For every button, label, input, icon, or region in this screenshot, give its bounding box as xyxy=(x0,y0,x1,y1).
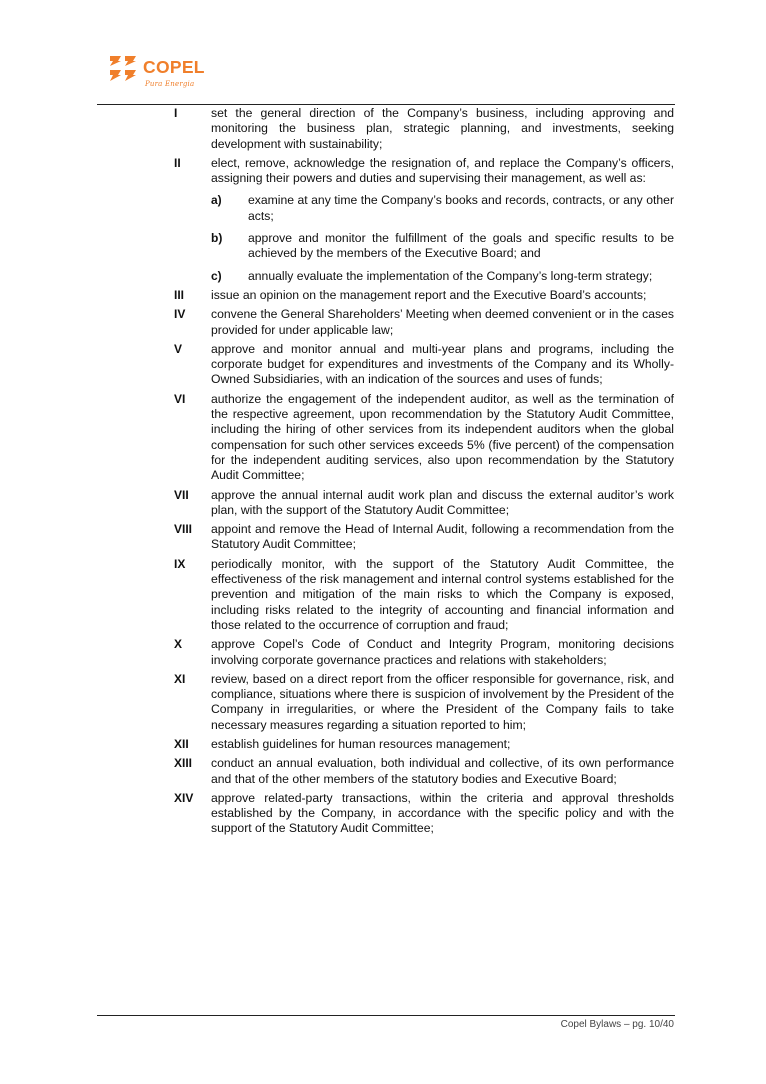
item-number: XI xyxy=(174,671,186,686)
list-item xyxy=(0,342,766,388)
logo-tagline: Pura Energia xyxy=(145,80,195,88)
item-text: periodically monitor, with the support of the Statutory Audit Committee, the effectiveness of the risk management and internal control systems established for the prevention and mitigation of the main risks to which the Company is exposed, including risks related to the integrity of accounting and financial information and those related to the occurrence of corruption and fraud; xyxy=(211,556,674,632)
header-divider xyxy=(97,104,675,105)
item-number: XIV xyxy=(174,790,194,805)
item-text: establish guidelines for human resources management; xyxy=(211,736,511,751)
item-text: approve Copel’s Code of Conduct and Integrity Program, monitoring decisions involving corporate governance practices and relations with stakeholders; xyxy=(211,637,674,667)
item-number: VII xyxy=(174,487,189,502)
item-text: convene the General Shareholders’ Meeting when deemed convenient or in the cases provided for under applicable law; xyxy=(211,307,674,337)
logo-wordmark: COPEL xyxy=(143,57,205,77)
item-number: IV xyxy=(174,307,186,322)
item-text: review, based on a direct report from the officer responsible for governance, risk, and compliance, situations where there is suspicion of involvement by the President of the Company in irregularities, or where the President of the Company fails to take necessary measures regarding a situation reported to him; xyxy=(211,671,674,732)
copel-logo xyxy=(108,54,218,94)
list-item xyxy=(0,557,766,633)
sub-item xyxy=(0,193,766,224)
list-item xyxy=(0,637,766,668)
item-text: conduct an annual evaluation, both individual and collective, of its own performance and that of the other members of the statutory bodies and Executive Board; xyxy=(211,756,674,786)
item-number: III xyxy=(174,287,185,302)
item-number: VI xyxy=(174,391,186,406)
item-number: V xyxy=(174,341,183,356)
item-text: approve related-party transactions, within the criteria and approval thresholds established by the Company, in accordance with the specific policy and with the support of the Statutory Audit Committee; xyxy=(211,790,674,836)
list-item xyxy=(0,288,766,303)
item-text: approve the annual internal audit work plan and discuss the external auditor’s work plan, with the support of the Statutory Audit Committee; xyxy=(211,487,674,517)
list-item xyxy=(0,488,766,519)
sub-item-label: b) xyxy=(211,231,223,246)
item-number: X xyxy=(174,637,183,652)
list-item xyxy=(0,392,766,484)
sub-item xyxy=(0,269,766,284)
list-item xyxy=(0,737,766,752)
footer-divider xyxy=(97,1015,675,1016)
item-number: XII xyxy=(174,736,189,751)
item-text: elect, remove, acknowledge the resignation of, and replace the Company’s officers, assigning their powers and duties and supervising their management, as well as: xyxy=(211,155,674,186)
list-item xyxy=(0,156,766,284)
page-number: Copel Bylaws – pg. 10/40 xyxy=(560,1019,674,1030)
sub-item-text: annually evaluate the implementation of the Company’s long-term strategy; xyxy=(248,268,653,283)
item-text: authorize the engagement of the independent auditor, as well as the termination of the respective agreement, upon recommendation by the Statutory Audit Committee, including the hiring of other services from its independent auditors when the global compensation for such other services exceeds 5% (five percent) of the compensation for the independent auditing services, also upon recommendation by the Statutory Audit Committee; xyxy=(211,391,674,483)
item-number: VIII xyxy=(174,522,193,537)
copel-logo-icon xyxy=(108,54,138,84)
list-item xyxy=(0,106,766,152)
item-text: approve and monitor annual and multi-year plans and programs, including the corporate budget for expenditures and investments of the Company and its Wholly-Owned Subsidiaries, with an indication of the sources and uses of funds; xyxy=(211,341,674,387)
item-number: IX xyxy=(174,556,186,571)
item-number: I xyxy=(174,106,178,120)
list-item xyxy=(0,756,766,787)
list-item xyxy=(0,672,766,733)
sub-item-text: approve and monitor the fulfillment of the goals and specific results to be achieved by the members of the Executive Board; and xyxy=(248,231,674,261)
bylaws-item-list xyxy=(0,106,766,841)
list-item xyxy=(0,307,766,338)
sub-item-label: a) xyxy=(211,193,222,208)
item-number: XIII xyxy=(174,756,193,771)
item-text: issue an opinion on the management report and the Executive Board’s accounts; xyxy=(211,287,647,302)
sub-item-text: examine at any time the Company’s books and records, contracts, or any other acts; xyxy=(248,193,674,223)
list-item xyxy=(0,791,766,837)
sub-item xyxy=(0,231,766,262)
item-number: II xyxy=(174,155,181,170)
item-text: set the general direction of the Company’s business, including approving and monitoring the business plan, strategic planning, and investments, seeking development with sustainability; xyxy=(211,106,674,151)
item-text: appoint and remove the Head of Internal Audit, following a recommendation from the Statutory Audit Committee; xyxy=(211,522,674,552)
list-item xyxy=(0,522,766,553)
sub-item-label: c) xyxy=(211,268,222,283)
